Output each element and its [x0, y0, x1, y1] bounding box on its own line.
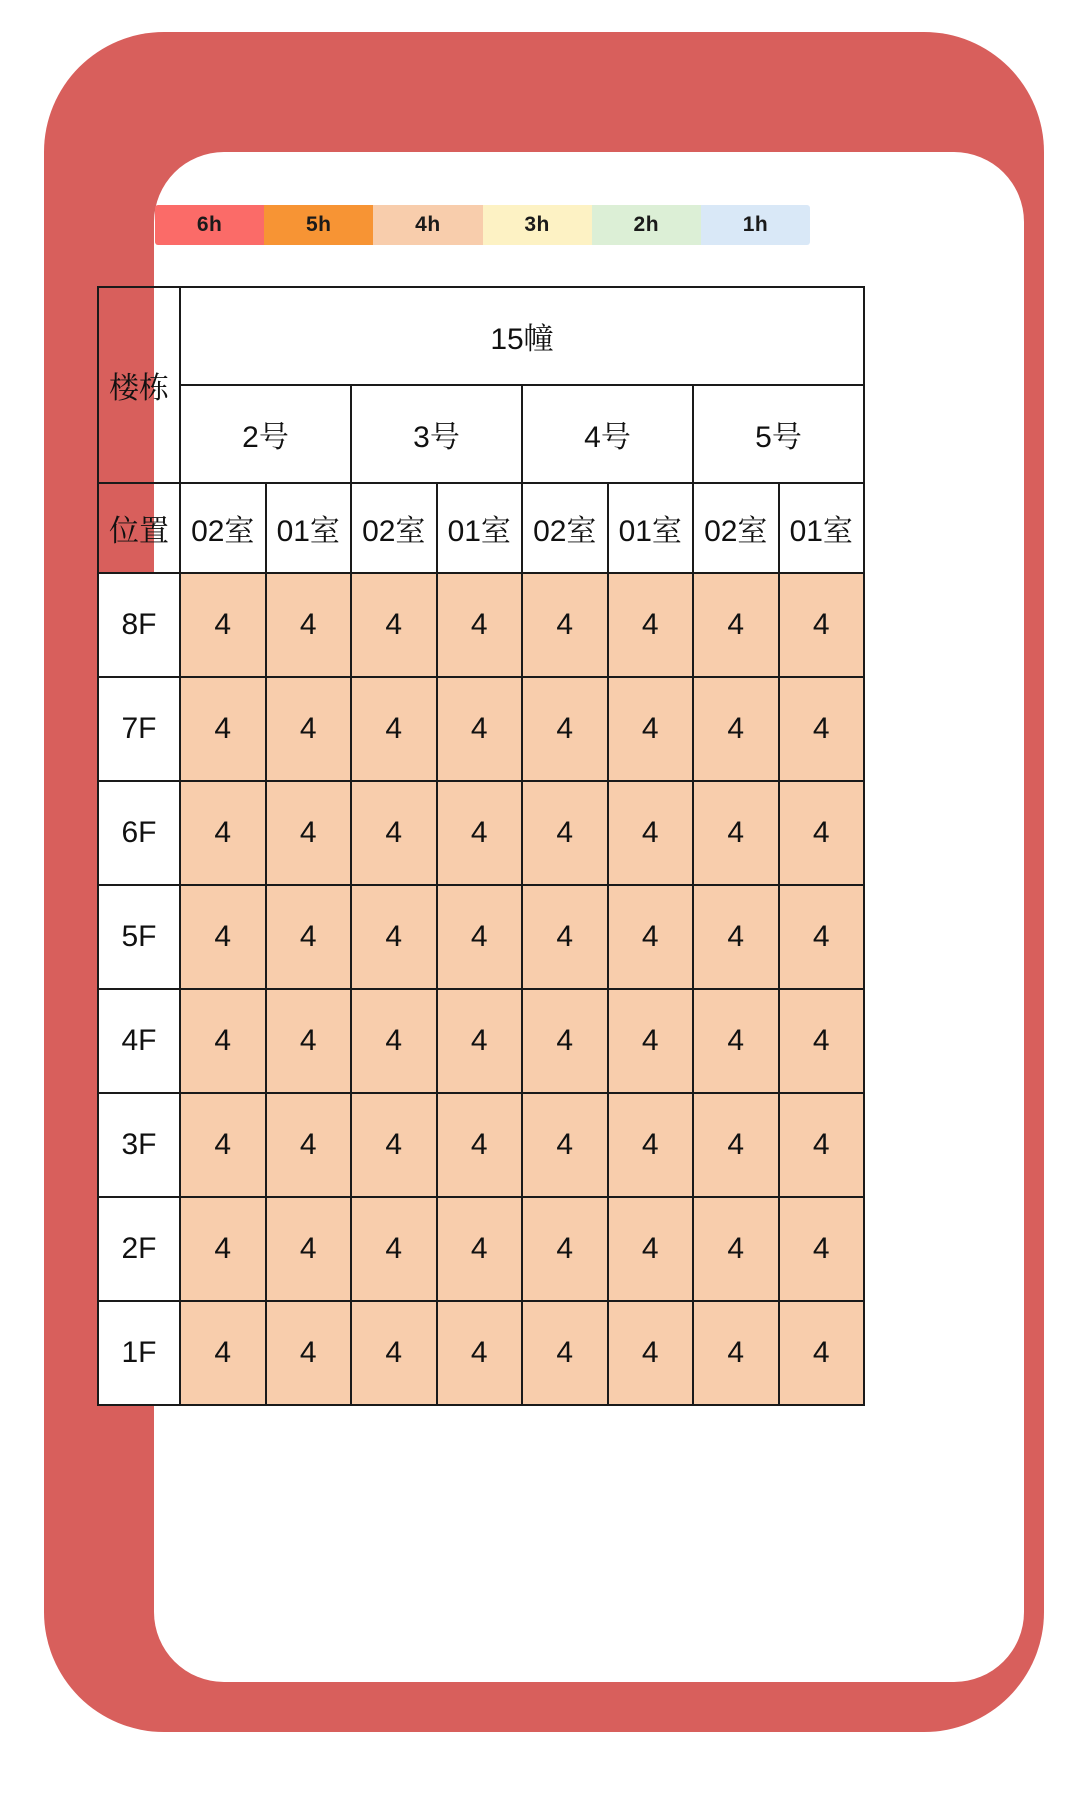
- table-row-units: [98, 385, 864, 483]
- unit-header: 4号: [522, 385, 693, 483]
- unit-header: 2号: [180, 385, 351, 483]
- sunlight-cell: 4: [693, 573, 779, 677]
- sunlight-cell: 4: [266, 677, 352, 781]
- sunlight-cell: 4: [180, 677, 266, 781]
- sunlight-cell: 4: [693, 989, 779, 1093]
- sunlight-cell: 4: [779, 989, 865, 1093]
- floor-label: 4F: [98, 989, 180, 1093]
- sunlight-cell: 4: [437, 573, 523, 677]
- sunlight-cell: 4: [266, 573, 352, 677]
- sunlight-cell: 4: [608, 573, 694, 677]
- sunlight-cell: 4: [180, 989, 266, 1093]
- sunlight-cell: 4: [437, 885, 523, 989]
- sunlight-cell: 4: [437, 1093, 523, 1197]
- sunlight-cell: 4: [522, 781, 608, 885]
- unit-header: 5号: [693, 385, 864, 483]
- sunlight-cell: 4: [608, 989, 694, 1093]
- sunlight-cell: 4: [180, 1093, 266, 1197]
- legend-item: 6h: [155, 205, 264, 245]
- unit-header: 3号: [351, 385, 522, 483]
- room-header: 01室: [608, 483, 694, 573]
- sunlight-cell: 4: [437, 677, 523, 781]
- legend-item: 4h: [373, 205, 482, 245]
- sunlight-cell: 4: [522, 885, 608, 989]
- sunlight-cell: 4: [437, 989, 523, 1093]
- sunlight-cell: 4: [437, 1301, 523, 1405]
- table-row: [98, 573, 864, 677]
- sunlight-cell: 4: [180, 573, 266, 677]
- sunlight-cell: 4: [266, 1093, 352, 1197]
- table-row: [98, 1301, 864, 1405]
- floor-label: 2F: [98, 1197, 180, 1301]
- sunlight-cell: 4: [351, 573, 437, 677]
- room-header: 02室: [351, 483, 437, 573]
- sunlight-cell: 4: [351, 1301, 437, 1405]
- sunlight-cell: 4: [608, 885, 694, 989]
- sunlight-legend: [155, 205, 810, 245]
- room-header: 02室: [180, 483, 266, 573]
- sunlight-hours-table: [97, 286, 865, 1406]
- sunlight-cell: 4: [779, 1197, 865, 1301]
- sunlight-cell: 4: [608, 781, 694, 885]
- floor-label: 5F: [98, 885, 180, 989]
- sunlight-cell: 4: [522, 677, 608, 781]
- sunlight-cell: 4: [180, 1197, 266, 1301]
- legend-item: 5h: [264, 205, 373, 245]
- sunlight-cell: 4: [522, 1301, 608, 1405]
- sunlight-cell: 4: [180, 1301, 266, 1405]
- sunlight-cell: 4: [266, 1197, 352, 1301]
- sunlight-cell: 4: [351, 885, 437, 989]
- table-row: [98, 677, 864, 781]
- sunlight-cell: 4: [779, 677, 865, 781]
- floor-label: 8F: [98, 573, 180, 677]
- table-row-building: [98, 287, 864, 385]
- sunlight-cell: 4: [351, 677, 437, 781]
- legend-item: 2h: [592, 205, 701, 245]
- legend-item: 3h: [483, 205, 592, 245]
- room-header: 01室: [779, 483, 865, 573]
- sunlight-cell: 4: [693, 1197, 779, 1301]
- sunlight-cell: 4: [693, 781, 779, 885]
- sunlight-cell: 4: [522, 1093, 608, 1197]
- table-row: [98, 1197, 864, 1301]
- floor-label: 7F: [98, 677, 180, 781]
- sunlight-cell: 4: [351, 781, 437, 885]
- table-row: [98, 1093, 864, 1197]
- sunlight-cell: 4: [693, 677, 779, 781]
- sunlight-cell: 4: [522, 989, 608, 1093]
- sunlight-cell: 4: [608, 1301, 694, 1405]
- sunlight-cell: 4: [266, 885, 352, 989]
- legend-item: 1h: [701, 205, 810, 245]
- table-row: [98, 781, 864, 885]
- room-header: 01室: [437, 483, 523, 573]
- table-row: [98, 989, 864, 1093]
- floor-label: 6F: [98, 781, 180, 885]
- sunlight-cell: 4: [693, 1301, 779, 1405]
- sunlight-cell: 4: [693, 1093, 779, 1197]
- building-header: 15幢: [180, 287, 864, 385]
- sunlight-cell: 4: [779, 573, 865, 677]
- corner-building-label: 楼栋: [98, 287, 180, 483]
- room-header: 01室: [266, 483, 352, 573]
- sunlight-cell: 4: [351, 1093, 437, 1197]
- sunlight-cell: 4: [522, 1197, 608, 1301]
- sunlight-cell: 4: [180, 781, 266, 885]
- sunlight-cell: 4: [779, 781, 865, 885]
- floor-label: 3F: [98, 1093, 180, 1197]
- sunlight-cell: 4: [608, 1197, 694, 1301]
- room-header: 02室: [522, 483, 608, 573]
- floor-label: 1F: [98, 1301, 180, 1405]
- sunlight-cell: 4: [351, 1197, 437, 1301]
- room-header: 02室: [693, 483, 779, 573]
- sunlight-cell: 4: [779, 1301, 865, 1405]
- sunlight-cell: 4: [351, 989, 437, 1093]
- table-row: [98, 885, 864, 989]
- sunlight-cell: 4: [180, 885, 266, 989]
- sunlight-cell: 4: [608, 677, 694, 781]
- corner-position-label: 位置: [98, 483, 180, 573]
- sunlight-cell: 4: [437, 1197, 523, 1301]
- sunlight-cell: 4: [522, 573, 608, 677]
- sunlight-cell: 4: [693, 885, 779, 989]
- table-row-rooms: [98, 483, 864, 573]
- sunlight-cell: 4: [266, 1301, 352, 1405]
- sunlight-cell: 4: [266, 781, 352, 885]
- sunlight-cell: 4: [608, 1093, 694, 1197]
- sunlight-cell: 4: [779, 1093, 865, 1197]
- sunlight-cell: 4: [266, 989, 352, 1093]
- sunlight-cell: 4: [437, 781, 523, 885]
- sunlight-cell: 4: [779, 885, 865, 989]
